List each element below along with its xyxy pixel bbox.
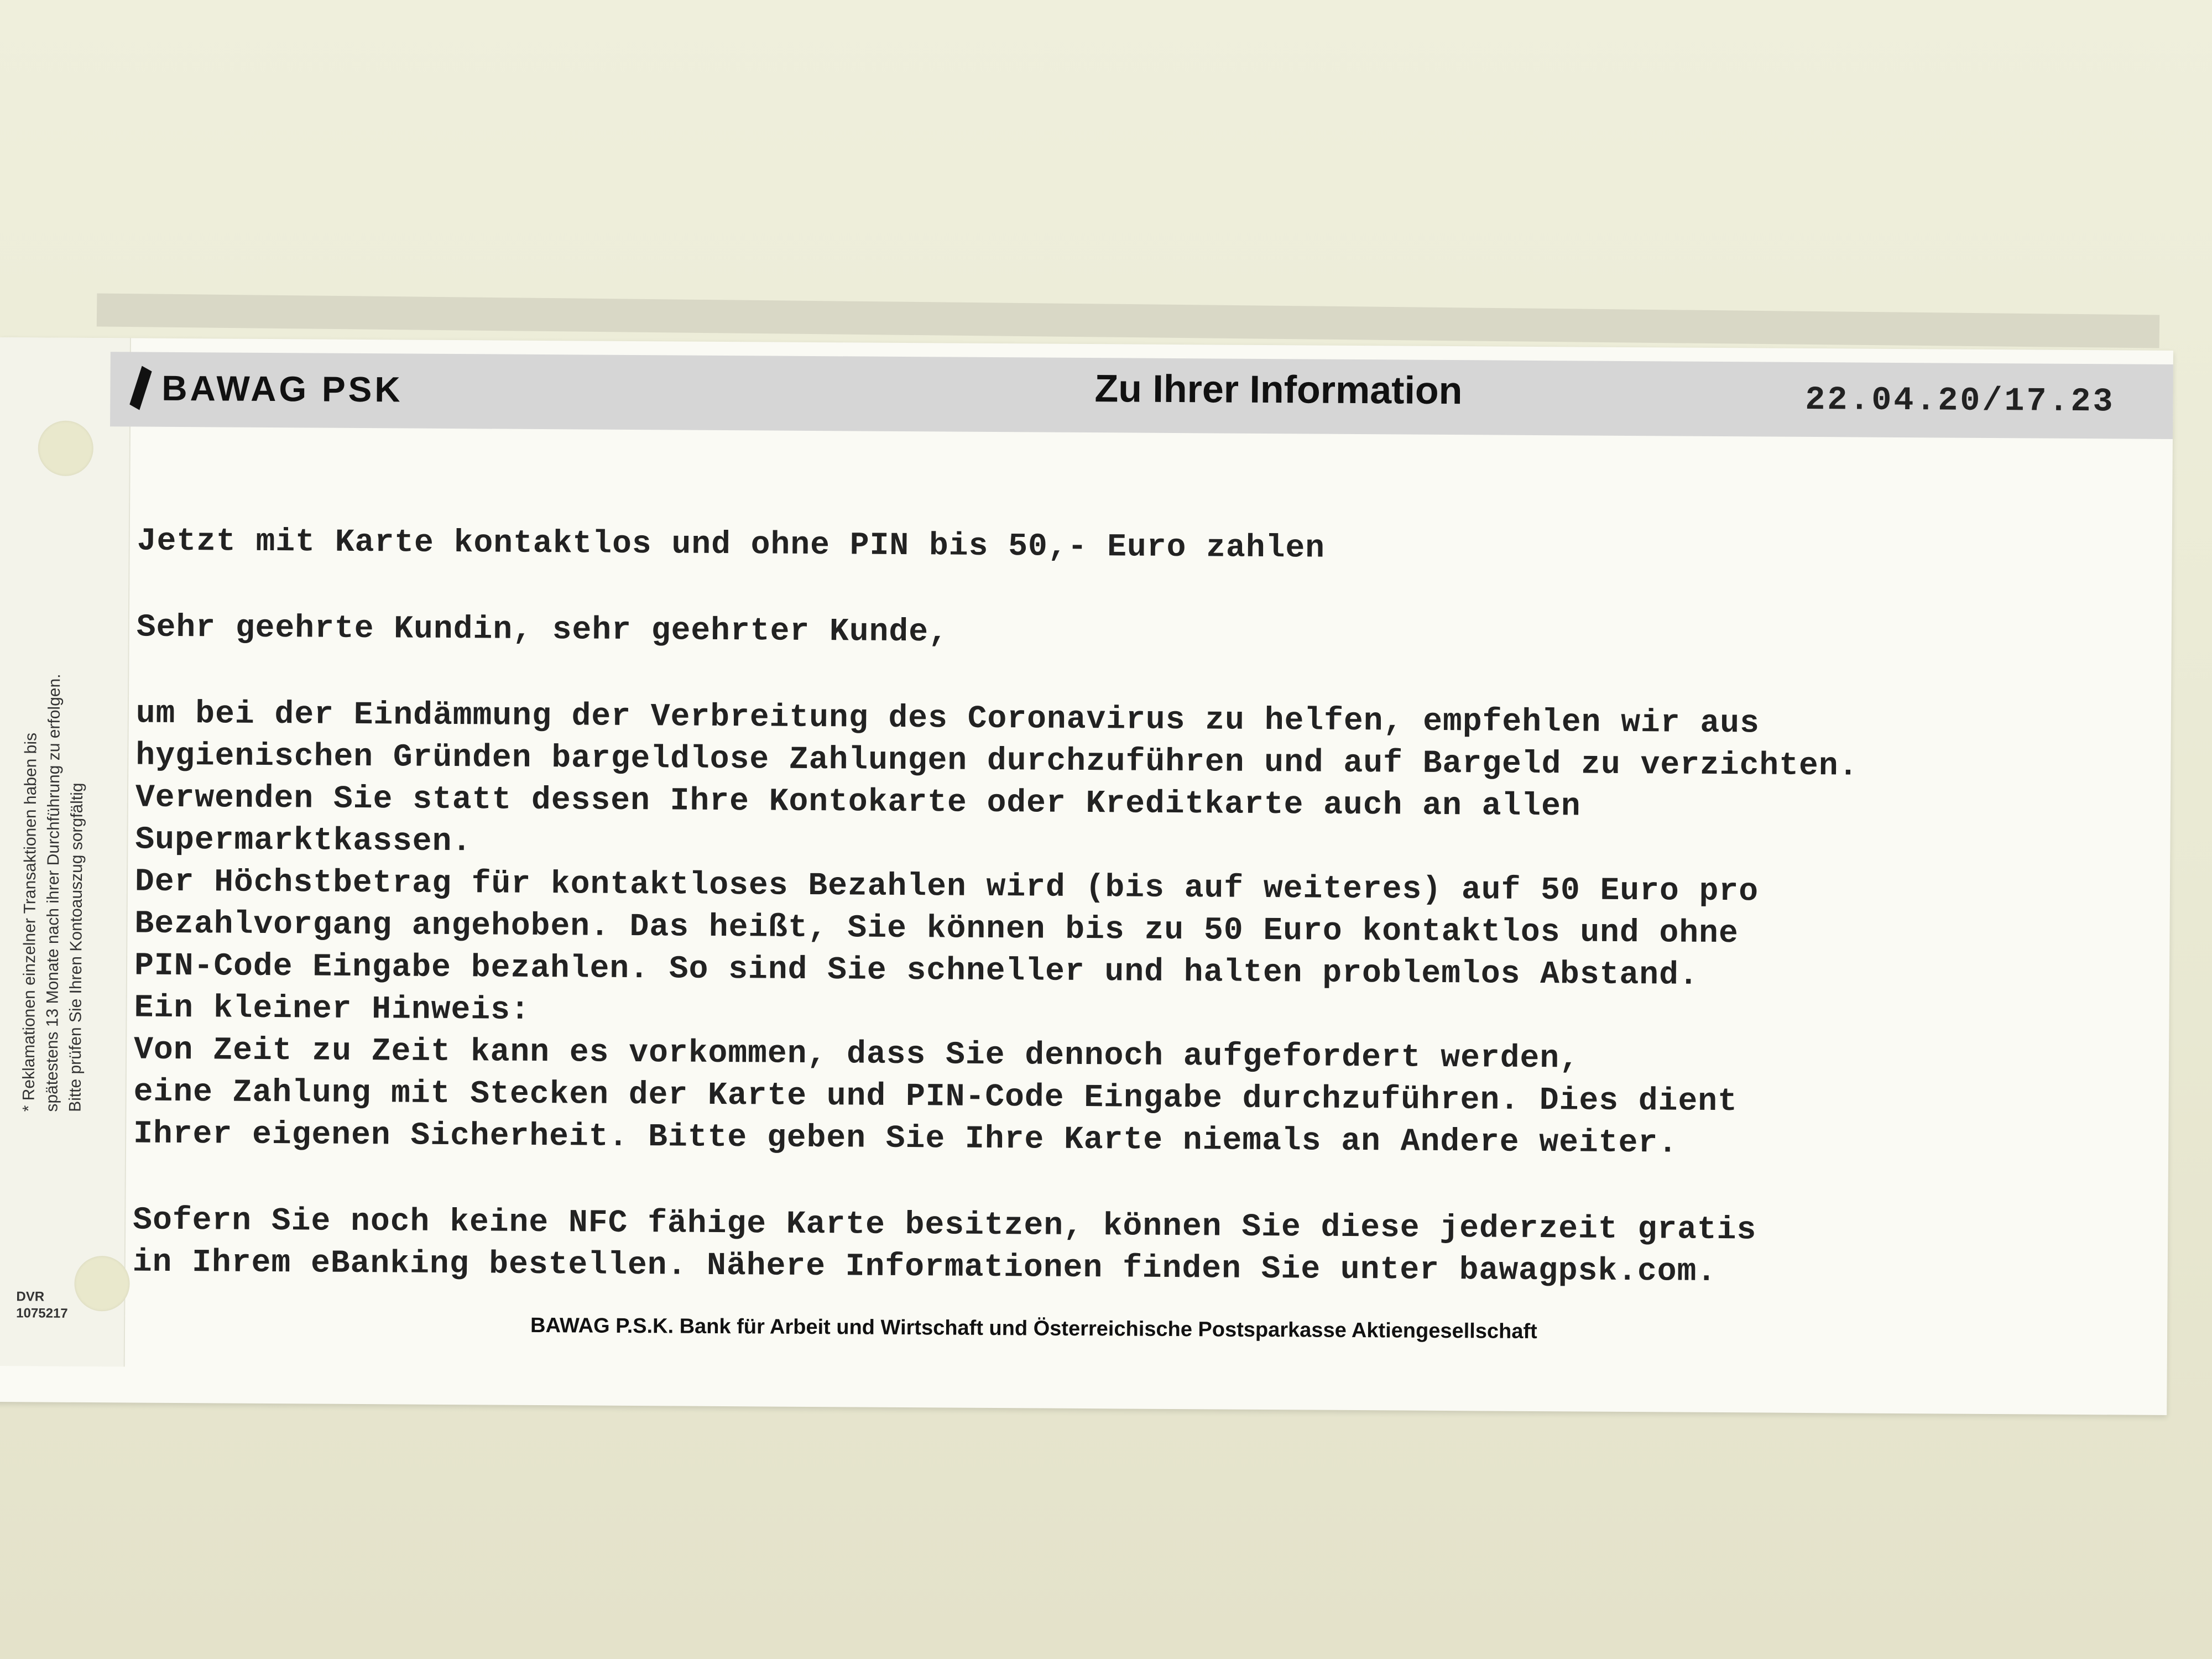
text-line: Der Höchstbetrag für kontaktloses Bezahlen wird (bis auf weiteres) auf 50 Euro pro [134,864,1759,910]
text-line: PIN-Code Eingabe bezahlen. So sind Sie schneller und halten problemlos Abstand. [134,948,1699,994]
dvr-number: 1075217 [16,1306,68,1321]
text-line: eine Zahlung mit Stecken der Karte und PIN-Code Eingabe durchzuführen. Dies dient [133,1074,1738,1120]
legal-footer: BAWAG P.S.K. Bank für Arbeit und Wirtschaft und Österreichische Postsparkasse Aktiengesellschaft [530,1313,1537,1344]
greeting: Sehr geehrte Kundin, sehr geehrter Kunde, [136,609,949,651]
text-line: Von Zeit zu Zeit kann es vorkommen, dass Sie dennoch aufgefordert werden, [133,1032,1580,1077]
text-line: Bezahlvorgang angehoben. Das heißt, Sie können bis zu 50 Euro kontaktlos und ohne [134,906,1739,952]
stub-line: * Reklamationen einzelner Transaktionen haben bis [19,732,40,1112]
page-title: Zu Ihrer Information [1094,367,1463,413]
dvr-block [16,1288,68,1322]
stub-line: Bitte prüfen Sie Ihren Kontoauszug sorgfältig [66,782,87,1112]
text-line: Verwenden Sie statt dessen Ihre Kontokarte oder Kreditkarte auch an allen [135,780,1581,825]
paragraph-main [133,693,2105,1168]
paragraph-nfc [133,1199,2102,1296]
logo-wordmark: BAWAG PSK [161,368,403,410]
bank-receipt [0,337,2173,1415]
punch-hole-top [38,420,93,476]
text-line: Sofern Sie noch keine NFC fähige Karte besitzen, können Sie diese jederzeit gratis [133,1202,1757,1249]
text-line: hygienischen Gründen bargeldlose Zahlungen durchzuführen und auf Bargeld zu verzichten. [135,738,1859,785]
notice-headline: Jetzt mit Karte kontaktlos und ohne PIN bis 50,- Euro zahlen [137,523,1326,567]
stub-line: spätestens 13 Monate nach ihrer Durchführung zu erfolgen. [43,674,64,1112]
text-line: Ihrer eigenen Sicherheit. Bitte geben Sie Ihre Karte niemals an Andere weiter. [133,1116,1678,1162]
text-line: Supermarktkassen. [135,822,472,860]
bawag-logo-icon [129,366,152,410]
receipt-stub [0,337,131,1366]
text-line: Ein kleiner Hinweis: [134,990,530,1029]
complaint-notice-vertical [17,476,91,1112]
print-datetime: 22.04.20/17.23 [1805,381,2115,421]
text-line: um bei der Eindämmung der Verbreitung des Coronavirus zu helfen, empfehlen wir aus [135,696,1760,742]
punch-hole-bottom [74,1256,130,1312]
text-line: in Ihrem eBanking bestellen. Nähere Informationen finden Sie unter bawagpsk.com. [132,1244,1717,1290]
dvr-label: DVR [16,1289,45,1305]
notice-body [133,521,2106,1296]
bank-logo [129,360,403,417]
